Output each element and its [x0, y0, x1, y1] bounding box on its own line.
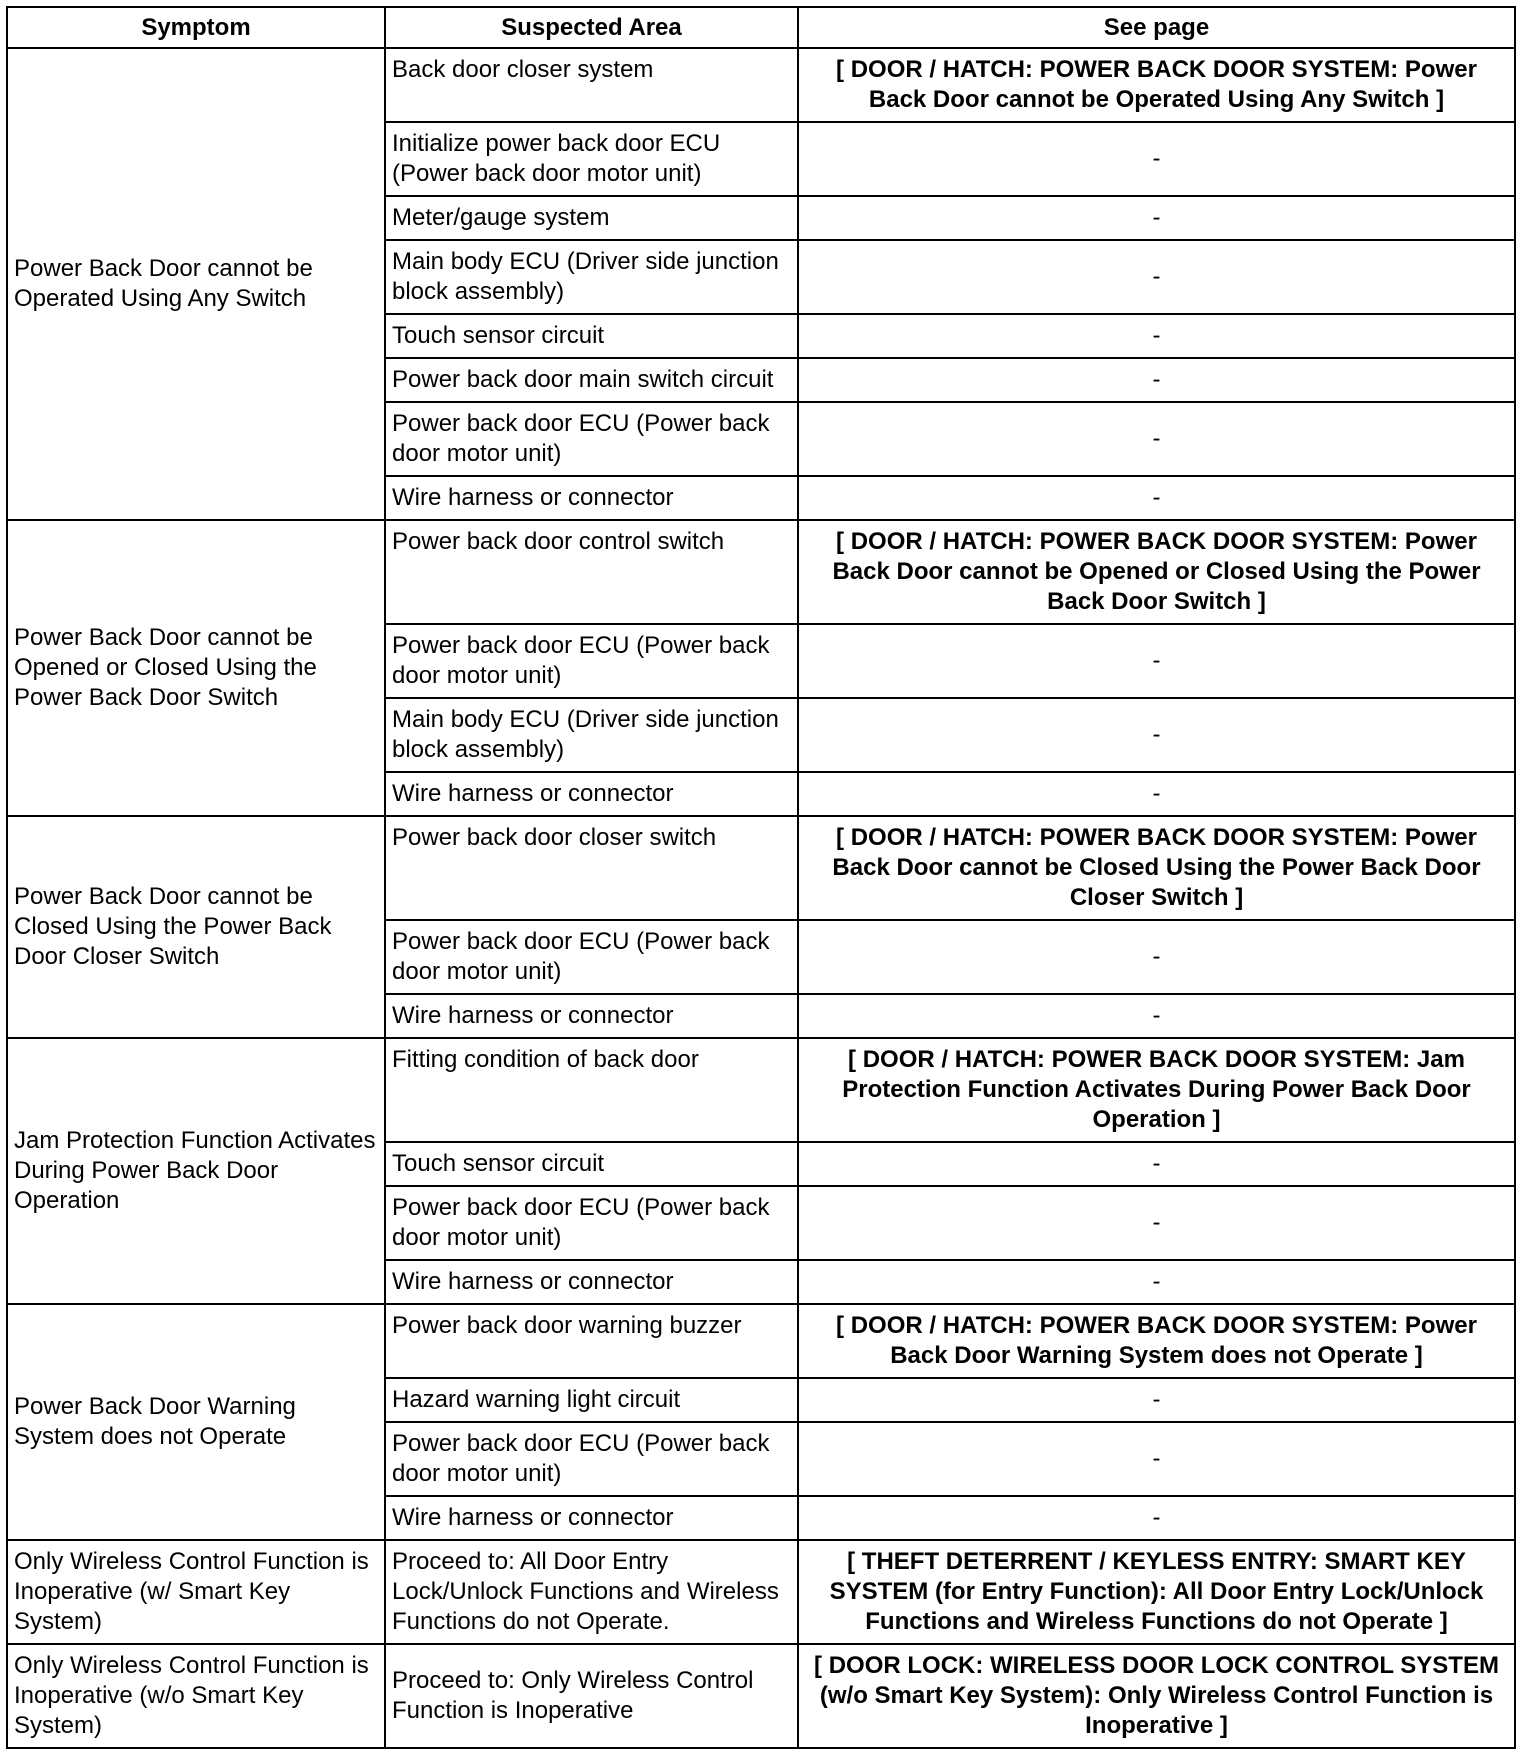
suspected-area-cell: Hazard warning light circuit — [385, 1378, 798, 1422]
symptom-cell: Only Wireless Control Function is Inoperative (w/o Smart Key System) — [7, 1644, 385, 1748]
suspected-area-cell: Wire harness or connector — [385, 1496, 798, 1540]
suspected-area-cell: Proceed to: All Door Entry Lock/Unlock Functions and Wireless Functions do not Operate. — [385, 1540, 798, 1644]
see-page-cell: - — [798, 240, 1515, 314]
symptom-table — [6, 6, 1516, 1749]
suspected-area-cell: Initialize power back door ECU (Power back door motor unit) — [385, 122, 798, 196]
see-page-cell: - — [798, 1378, 1515, 1422]
suspected-area-cell: Wire harness or connector — [385, 1260, 798, 1304]
see-page-link[interactable]: [ DOOR / HATCH: POWER BACK DOOR SYSTEM: Power Back Door cannot be Closed Using the Power Back Door Closer Switch ] — [798, 816, 1515, 920]
suspected-area-cell: Wire harness or connector — [385, 476, 798, 520]
suspected-area-cell: Main body ECU (Driver side junction block assembly) — [385, 240, 798, 314]
see-page-cell: - — [798, 1186, 1515, 1260]
see-page-link[interactable]: [ THEFT DETERRENT / KEYLESS ENTRY: SMART KEY SYSTEM (for Entry Function): All Door Entry Lock/Unlock Functions and Wireless Functions do not Operate ] — [798, 1540, 1515, 1644]
see-page-cell: - — [798, 624, 1515, 698]
suspected-area-cell: Wire harness or connector — [385, 994, 798, 1038]
suspected-area-cell: Wire harness or connector — [385, 772, 798, 816]
see-page-link[interactable]: [ DOOR LOCK: WIRELESS DOOR LOCK CONTROL SYSTEM (w/o Smart Key System): Only Wireless Control Function is Inoperative ] — [798, 1644, 1515, 1748]
see-page-link[interactable]: [ DOOR / HATCH: POWER BACK DOOR SYSTEM: Jam Protection Function Activates During Power Back Door Operation ] — [798, 1038, 1515, 1142]
see-page-link[interactable]: [ DOOR / HATCH: POWER BACK DOOR SYSTEM: Power Back Door cannot be Opened or Closed Using the Power Back Door Switch ] — [798, 520, 1515, 624]
see-page-cell: - — [798, 1260, 1515, 1304]
header-row — [7, 7, 1515, 48]
see-page-link[interactable]: [ DOOR / HATCH: POWER BACK DOOR SYSTEM: Power Back Door cannot be Operated Using Any Switch ] — [798, 48, 1515, 122]
table-row — [7, 1644, 1515, 1748]
see-page-cell: - — [798, 920, 1515, 994]
suspected-area-cell: Proceed to: Only Wireless Control Function is Inoperative — [385, 1644, 798, 1748]
symptom-cell: Power Back Door cannot be Operated Using Any Switch — [7, 48, 385, 520]
suspected-area-cell: Power back door control switch — [385, 520, 798, 624]
header-suspected-area: Suspected Area — [385, 7, 798, 48]
suspected-area-cell: Main body ECU (Driver side junction block assembly) — [385, 698, 798, 772]
table-row — [7, 520, 1515, 624]
suspected-area-cell: Touch sensor circuit — [385, 314, 798, 358]
suspected-area-cell: Power back door ECU (Power back door motor unit) — [385, 920, 798, 994]
suspected-area-cell: Power back door ECU (Power back door motor unit) — [385, 1186, 798, 1260]
table-row — [7, 1540, 1515, 1644]
see-page-cell: - — [798, 196, 1515, 240]
header-see-page: See page — [798, 7, 1515, 48]
suspected-area-cell: Power back door ECU (Power back door motor unit) — [385, 402, 798, 476]
see-page-cell: - — [798, 772, 1515, 816]
symptom-cell: Jam Protection Function Activates During Power Back Door Operation — [7, 1038, 385, 1304]
suspected-area-cell: Power back door ECU (Power back door motor unit) — [385, 1422, 798, 1496]
see-page-cell: - — [798, 1422, 1515, 1496]
see-page-cell: - — [798, 994, 1515, 1038]
suspected-area-cell: Back door closer system — [385, 48, 798, 122]
see-page-cell: - — [798, 1496, 1515, 1540]
table-row — [7, 816, 1515, 920]
see-page-cell: - — [798, 698, 1515, 772]
see-page-link[interactable]: [ DOOR / HATCH: POWER BACK DOOR SYSTEM: Power Back Door Warning System does not Operate ] — [798, 1304, 1515, 1378]
see-page-cell: - — [798, 1142, 1515, 1186]
see-page-cell: - — [798, 402, 1515, 476]
suspected-area-cell: Touch sensor circuit — [385, 1142, 798, 1186]
symptom-cell: Power Back Door cannot be Opened or Closed Using the Power Back Door Switch — [7, 520, 385, 816]
header-symptom: Symptom — [7, 7, 385, 48]
see-page-cell: - — [798, 122, 1515, 196]
see-page-cell: - — [798, 358, 1515, 402]
table-row — [7, 48, 1515, 122]
suspected-area-cell: Meter/gauge system — [385, 196, 798, 240]
symptom-cell: Power Back Door Warning System does not Operate — [7, 1304, 385, 1540]
table-row — [7, 1304, 1515, 1378]
suspected-area-cell: Fitting condition of back door — [385, 1038, 798, 1142]
suspected-area-cell: Power back door ECU (Power back door motor unit) — [385, 624, 798, 698]
symptom-cell: Power Back Door cannot be Closed Using the Power Back Door Closer Switch — [7, 816, 385, 1038]
see-page-cell: - — [798, 476, 1515, 520]
table-row — [7, 1038, 1515, 1142]
symptom-cell: Only Wireless Control Function is Inoperative (w/ Smart Key System) — [7, 1540, 385, 1644]
suspected-area-cell: Power back door warning buzzer — [385, 1304, 798, 1378]
troubleshooting-table-container — [6, 6, 1514, 1739]
suspected-area-cell: Power back door main switch circuit — [385, 358, 798, 402]
suspected-area-cell: Power back door closer switch — [385, 816, 798, 920]
see-page-cell: - — [798, 314, 1515, 358]
